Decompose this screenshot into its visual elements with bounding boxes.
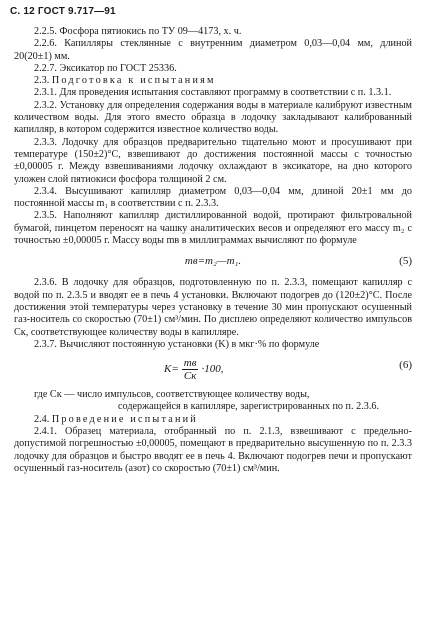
formula-6-denominator: Cк — [183, 370, 197, 383]
paragraph-2-3-4: 2.3.4. Высушивают капилляр диаметром 0,03—0,04 мм, длиной 20±1 мм до постоянной массы m₁ в соответствии с п. 2.3.3. — [14, 185, 412, 210]
document-body — [14, 26, 412, 475]
formula-5-number: (5) — [399, 255, 412, 268]
paragraph-2-3-7: 2.3.7. Вычисляют постоянную установки (K) в мкг·% по формуле — [34, 338, 320, 350]
section-heading-2-3 — [14, 75, 412, 87]
formula-6 — [14, 353, 412, 387]
formula-5-expression: mв=m₂—m₁. — [184, 255, 242, 268]
formula-explanation — [14, 389, 412, 414]
explanation-line: где Cк — число импульсов, соответствующее количеству воды, — [34, 389, 310, 401]
formula-6-expression — [164, 357, 223, 382]
section-number: 2.3. — [34, 75, 50, 87]
paragraph-2-3-2: 2.3.2. Установку для определения содержания воды в материале калибруют известным количеством воды. Для этого вместо образца в лодочку закладывают калиброванный капилляр, в котором содержится известное количество воды. — [14, 99, 412, 136]
formula-6-rhs: ·100, — [201, 363, 224, 376]
section-number: 2.4. — [34, 413, 50, 425]
section-title: Проведение испытаний — [51, 413, 198, 425]
formula-6-numerator: mв — [183, 357, 197, 370]
section-title: Подготовка к испытаниям — [51, 75, 216, 87]
paragraph-2-2-6: 2.2.6. Капилляры стеклянные с внутренним диаметром 0,03—0,04 мм, длиной 20(20±1) мм. — [14, 38, 412, 62]
formula-6-number: (6) — [399, 359, 412, 372]
formula-5 — [14, 249, 412, 275]
section-heading-2-4 — [14, 414, 412, 426]
formula-6-lhs: K= — [164, 363, 179, 376]
paragraph-2-2-5: 2.2.5. Фосфора пятиокись по ТУ 09—4173, х. ч. — [34, 26, 242, 37]
explanation-continuation: содержащейся в капилляре, зарегистрированных по п. 2.3.6. — [118, 401, 380, 413]
paragraph-2-4-1: 2.4.1. Образец материала, отобранный по п. 2.1.3, взвешивают с предельно-допустимой погрешностью ±0,00005, помещают в предварительно высушенную по п. 2.3.3 лодочку для образцов и быстро вводят ее в печь 4. Включают подогрев печи и пропускают осушенный газ-носитель (азот) со скоростью (70±1) см³/мин. — [14, 426, 412, 474]
paragraph-2-3-6: 2.3.6. В лодочку для образцов, подготовленную по п. 2.3.3, помещают капилляр с водой по п. 2.3.5 и вводят ее в печь 4 установки. Включают подогрев до (120±2)°С. После достижения этой температуры через установку в течение 30 мин пропускают осушенный газ-носитель со скоростью (70±1) см³/мин. По дисплею определяют количество импульсов Cк, соответствующее количеству воды в капилляре. — [14, 277, 412, 338]
paragraph-2-3-5: 2.3.5. Наполняют капилляр дистиллированной водой, протирают фильтровальной бумагой, пинцетом переносят на чашку аналитических весов и определяют его массу m₂ с точностью ±0,00005 г. Массу воды mв в миллиграммах вычисляют по формуле — [14, 210, 412, 247]
paragraph-2-3-1: 2.3.1. Для проведения испытания составляют программу в соответствии с п. 1.3.1. — [34, 87, 392, 99]
paragraph-2-2-7: 2.2.7. Эксикатор по ГОСТ 25336. — [34, 62, 177, 74]
formula-6-fraction — [182, 357, 199, 382]
paragraph-2-3-3: 2.3.3. Лодочку для образцов предварительно тщательно моют и просушивают при температуре (150±2)°С, взвешивают до достижения постоянной массы с точностью ±0,00005 г. Между взвешиваниями лодочку охлаждают в эксикаторе, на дно которого уложен слой пятиокиси фосфора толщиной 2 см. — [14, 136, 412, 185]
page-header: С. 12 ГОСТ 9.717—91 — [10, 6, 116, 17]
